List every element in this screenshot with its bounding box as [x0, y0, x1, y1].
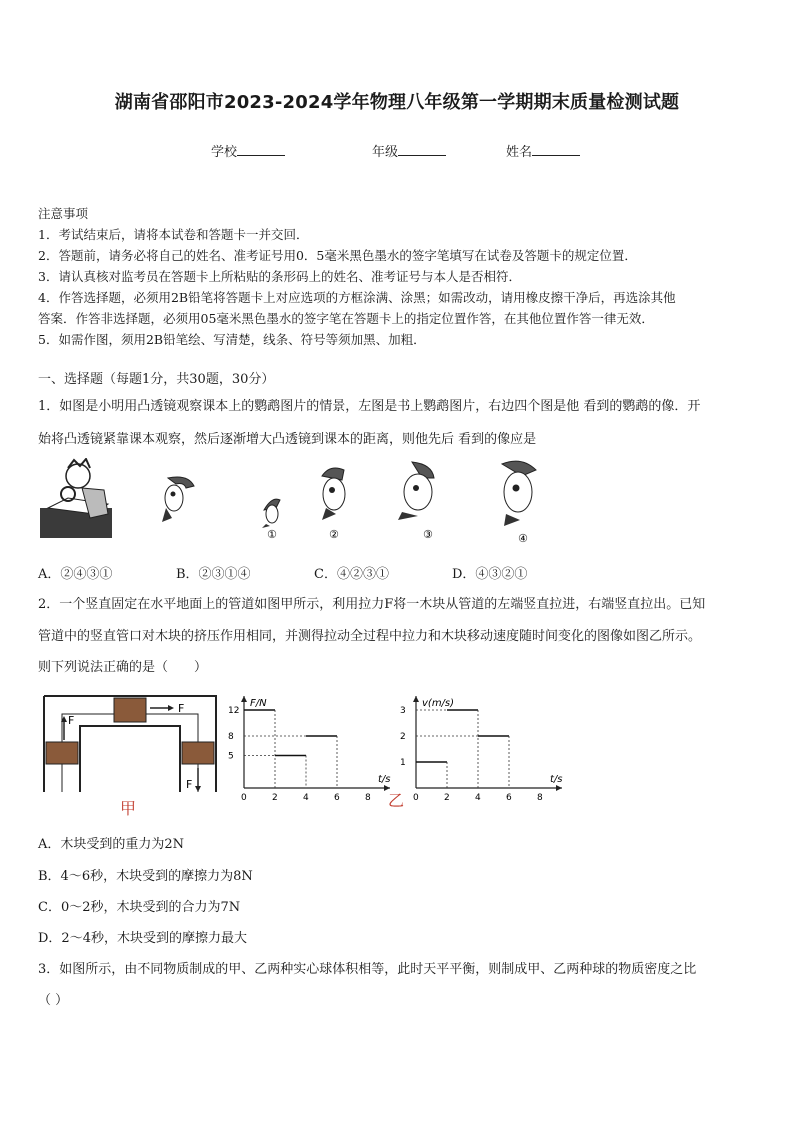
parrot-image-3 — [398, 462, 434, 520]
force-label-left: F — [68, 714, 75, 727]
q1-option-c[interactable]: C．④②③① — [314, 567, 389, 582]
note-item: 2．答题前，请务必将自己的姓名、准考证号用0．5毫米黑色墨水的签字笔填写在试卷及答题卡的规定位置． — [38, 248, 637, 263]
q3-text-line1: 3．如图所示，由不同物质制成的甲、乙两种实心球体积相等，此时天平平衡，则制成甲、乙两种球的物质密度之比 — [38, 962, 697, 977]
wood-block-top — [114, 698, 146, 722]
velocity-chart-x-arrow — [556, 785, 562, 791]
force-chart-y-tick: 8 — [228, 732, 234, 742]
force-chart-x-tick: 2 — [272, 793, 278, 803]
figure-yi-label: 乙 — [388, 791, 405, 810]
velocity-chart-x-tick: 2 — [444, 793, 450, 803]
q1-option-a[interactable]: A．②④③① — [38, 567, 113, 582]
q2-text-line3: 则下列说法正确的是（ ） — [38, 660, 208, 675]
velocity-chart-y-tick: 1 — [400, 758, 406, 768]
boy-with-magnifier-illustration — [40, 459, 112, 538]
q1-option-d[interactable]: D．④③②① — [452, 567, 528, 582]
image-label-3: ③ — [423, 528, 433, 541]
name-field[interactable]: 姓名 — [506, 141, 580, 160]
parrot-image-1 — [262, 499, 280, 528]
note-item: 1．考试结束后，请将本试卷和答题卡一并交回． — [38, 227, 309, 242]
grade-field[interactable]: 年级 — [372, 141, 446, 160]
note-item: 5．如需作图，须用2B铅笔绘、写清楚，线条、符号等须加黑、加粗． — [38, 332, 426, 347]
velocity-chart-y-tick: 2 — [400, 732, 406, 742]
q1-text-line2: 始将凸透镜紧靠课本观察，然后逐渐增大凸透镜到课本的距离，则他先后 看到的像应是 — [38, 432, 537, 447]
q1-figure — [38, 458, 558, 548]
force-chart-x-tick: 4 — [303, 793, 309, 803]
force-chart-x-tick: 0 — [241, 793, 247, 803]
velocity-chart-x-tick: 4 — [475, 793, 481, 803]
parrot-image-2 — [322, 468, 345, 520]
q2-option-b[interactable]: B．4～6秒，木块受到的摩擦力为8N — [38, 869, 253, 884]
velocity-chart-x-tick: 0 — [413, 793, 419, 803]
image-label-4: ④ — [518, 532, 528, 545]
force-chart-y-tick: 12 — [228, 706, 240, 716]
q2-option-a[interactable]: A．木块受到的重力为2N — [38, 837, 185, 852]
image-label-1: ① — [267, 528, 277, 541]
force-label-top: F — [178, 702, 185, 715]
wood-block-right — [182, 742, 214, 764]
q2-text-line1: 2．一个竖直固定在水平地面上的管道如图甲所示，利用拉力F将一木块从管道的左端竖直拉进，右端竖直拉出。已知 — [38, 597, 706, 612]
pipe-figure — [40, 692, 220, 820]
image-label-2: ② — [329, 528, 339, 541]
force-label-right: F — [186, 778, 193, 791]
force-chart-y-label: F/N — [250, 698, 267, 709]
note-item: 4．作答选择题，必须用2B铅笔将答题卡上对应选项的方框涂满、涂黑；如需改动，请用橡皮擦干净后，再选涂其他 — [38, 290, 676, 305]
parrot-image-4 — [502, 461, 536, 526]
force-chart-x-tick: 6 — [334, 793, 340, 803]
note-item: 3．请认真核对监考员在答题卡上所粘贴的条形码上的姓名、准考证号与本人是否相符． — [38, 269, 521, 284]
q2-option-c[interactable]: C．0～2秒，木块受到的合力为7N — [38, 900, 241, 915]
force-time-chart — [222, 690, 405, 810]
q1-option-b[interactable]: B．②③①④ — [176, 567, 251, 582]
q2-text-line2: 管道中的竖直管口对木块的挤压作用相同，并测得拉动全过程中拉力和木块移动速度随时间变化的图像如图乙所示。 — [38, 629, 702, 644]
page-title: 湖南省邵阳市2023-2024学年物理八年级第一学期期末质量检测试题 — [114, 92, 680, 113]
school-field[interactable]: 学校 — [211, 141, 285, 160]
note-item: 答案．作答非选择题，必须用05毫米黑色墨水的签字笔在答题卡上的指定位置作答，在其他位置作答一律无效． — [38, 311, 654, 326]
q3-text-line2: （ ） — [38, 993, 69, 1008]
force-chart-y-tick: 5 — [228, 751, 234, 762]
velocity-chart-x-tick: 6 — [506, 793, 512, 803]
force-chart-x-label: t/s — [378, 774, 391, 785]
section-heading: 一、选择题（每题1分，共30题，30分） — [38, 372, 275, 387]
velocity-time-chart — [394, 690, 594, 810]
velocity-chart-y-arrow — [413, 696, 419, 702]
figure-jia-label: 甲 — [120, 799, 137, 818]
velocity-chart-y-tick: 3 — [400, 706, 406, 716]
velocity-chart-x-tick: 8 — [537, 793, 543, 803]
force-chart-y-arrow — [241, 696, 247, 702]
force-chart-x-tick: 8 — [365, 793, 371, 803]
q2-option-d[interactable]: D．2～4秒，木块受到的摩擦力最大 — [38, 931, 247, 946]
q1-text-line1: 1．如图是小明用凸透镜观察课本上的鹦鹉图片的情景，左图是书上鹦鹉图片，右边四个图是他 看到的鹦鹉的像．开 — [38, 399, 701, 414]
wood-block-left — [46, 742, 78, 764]
velocity-chart-y-label: v(m/s) — [422, 698, 455, 709]
notes-section — [38, 203, 758, 350]
velocity-chart-x-label: t/s — [550, 774, 563, 785]
parrot-reference-image — [162, 477, 194, 522]
notes-heading: 注意事项 — [38, 206, 89, 221]
